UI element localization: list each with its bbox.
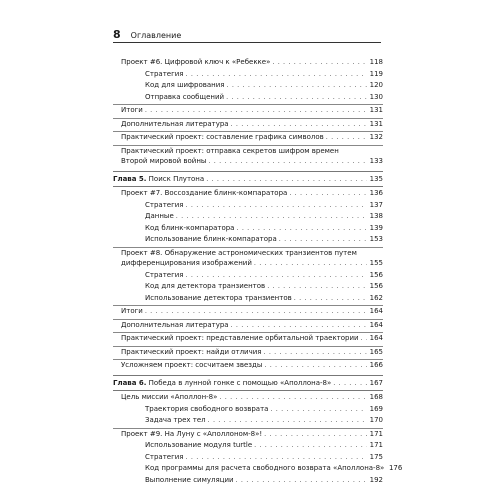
section-entry <box>113 346 383 358</box>
toc-line <box>113 57 383 68</box>
toc-line <box>113 69 383 80</box>
entry-title: Поиск Плутона <box>148 174 205 183</box>
toc-line <box>113 258 383 269</box>
toc-line <box>113 223 383 234</box>
entry-page: 118 <box>369 58 383 66</box>
entry-title-line: Проект #8. Обнаружение астрономических транзиентов путем <box>121 248 357 257</box>
entry-title: Отправка сообщений <box>145 92 225 101</box>
toc-line <box>113 281 383 292</box>
entry-title: Проект #9. На Луну с «Аполлоном-8»! <box>121 429 263 438</box>
leader-dots <box>270 404 367 415</box>
toc-line <box>113 270 383 281</box>
leader-dots <box>267 281 367 292</box>
entry-page: 169 <box>369 404 383 413</box>
entry-page: 192 <box>369 475 383 484</box>
entry-page: 119 <box>369 69 383 78</box>
subsection-entry <box>113 293 383 304</box>
leader-dots <box>254 258 367 269</box>
entry-title: Стратегия <box>145 270 184 279</box>
entry-page: 166 <box>369 361 383 369</box>
chapter-number: Глава 5. <box>113 174 147 183</box>
entry-title: Использование детектора транзиентов <box>145 293 292 302</box>
entry-title: Практический проект: найди отличия <box>121 347 262 356</box>
subsection-entry <box>113 415 383 426</box>
entry-title: Стратегия <box>145 200 184 209</box>
leader-dots <box>176 211 367 222</box>
entry-page: 120 <box>369 81 383 89</box>
chapter-entry <box>113 375 383 392</box>
section-entry <box>113 305 383 317</box>
leader-dots <box>236 475 367 486</box>
entry-page: 156 <box>369 282 383 290</box>
entry-title: Задача трех тел <box>145 416 206 424</box>
entry-page: 131 <box>369 119 383 128</box>
subsection-entry <box>113 281 383 292</box>
toc-line <box>113 440 383 451</box>
toc-line <box>113 360 383 371</box>
entry-title: Траектория свободного возврата <box>145 404 269 413</box>
toc-line <box>113 234 383 245</box>
section-entry <box>113 57 383 68</box>
subsection-entry <box>113 69 383 80</box>
leader-dots <box>226 92 367 103</box>
entry-page: 164 <box>369 334 383 342</box>
subsection-entry <box>113 452 383 463</box>
page-header <box>113 28 181 41</box>
section-entry <box>113 359 383 371</box>
subsection-entry <box>113 404 383 415</box>
subsection-entry <box>113 200 383 211</box>
entry-page: 167 <box>369 378 383 387</box>
toc-line <box>113 475 383 486</box>
chapter-entry <box>113 171 383 188</box>
subsection-entry <box>113 80 383 91</box>
entry-title: дифференцирования изображений <box>121 259 252 267</box>
subsection-entry <box>113 475 383 486</box>
entry-title: Выполнение симуляции <box>145 475 234 484</box>
leader-dots <box>145 306 367 317</box>
entry-title: Код блинк-компаратора <box>145 223 235 232</box>
entry-title: Код программы для расчета свободного возврата «Аполлона-8» <box>145 464 385 472</box>
entry-page: 155 <box>369 259 383 267</box>
subsection-entry <box>113 92 383 103</box>
leader-dots <box>186 452 367 463</box>
entry-title: Практический проект: составление графика символов <box>121 133 324 141</box>
entry-page: 171 <box>369 441 383 449</box>
toc-line <box>113 415 383 426</box>
section-entry <box>113 118 383 130</box>
section-entry <box>113 145 383 167</box>
toc-line <box>113 92 383 103</box>
leader-dots <box>361 333 367 344</box>
entry-page: 164 <box>369 307 383 315</box>
toc-line <box>113 156 383 167</box>
entry-page: 164 <box>369 320 383 329</box>
entry-page: 138 <box>369 212 383 220</box>
entry-page: 156 <box>369 270 383 279</box>
entry-page: 137 <box>369 200 383 209</box>
toc-line <box>113 80 383 91</box>
entry-title: Код для шифрования <box>145 81 225 89</box>
leader-dots <box>264 347 367 358</box>
section-entry <box>113 332 383 344</box>
leader-dots <box>326 132 367 143</box>
entry-title: Итоги <box>121 106 143 114</box>
leader-dots <box>264 429 367 440</box>
toc-line <box>113 211 383 222</box>
toc-line <box>113 132 383 143</box>
toc-line <box>113 119 383 130</box>
subsection-entry <box>113 211 383 222</box>
toc-line <box>113 306 383 317</box>
table-of-contents <box>113 57 403 485</box>
toc-line <box>113 378 383 389</box>
leader-dots <box>208 156 367 167</box>
leader-dots <box>227 80 368 91</box>
leader-dots <box>219 392 367 403</box>
chapter-number: Глава 6. <box>113 378 147 387</box>
toc-line <box>113 429 383 440</box>
subsection-entry <box>113 234 383 245</box>
entry-title: Проект #6. Цифровой ключ к «Ребекке» <box>121 58 271 66</box>
toc-line <box>113 188 383 199</box>
leader-dots <box>208 415 367 426</box>
entry-title: Практический проект: представление орбитальной траектории <box>121 334 359 342</box>
entry-title: Стратегия <box>145 452 184 461</box>
toc-line <box>113 333 383 344</box>
entry-title: Проект #7. Воссоздание блинк-компаратора <box>121 189 288 197</box>
leader-dots <box>186 270 367 281</box>
leader-dots <box>186 200 367 211</box>
section-entry <box>113 247 383 269</box>
subsection-entry <box>113 223 383 234</box>
subsection-entry <box>113 270 383 281</box>
entry-title: Цель миссии «Аполлон-8» <box>121 393 218 401</box>
entry-page: 135 <box>369 174 383 183</box>
leader-dots <box>289 188 367 199</box>
section-entry <box>113 104 383 116</box>
entry-page: 153 <box>369 235 383 243</box>
entry-title-line: Практический проект: отправка секретов шифром времен <box>121 146 339 155</box>
page-number: 8 <box>113 28 121 41</box>
toc-line <box>113 293 383 304</box>
subsection-entry <box>113 463 403 474</box>
entry-page: 171 <box>369 429 383 438</box>
leader-dots <box>272 57 367 68</box>
toc-line <box>113 463 403 474</box>
entry-page: 131 <box>369 106 383 114</box>
entry-title: Итоги <box>121 307 143 315</box>
leader-dots <box>294 293 367 304</box>
section-entry <box>113 428 383 440</box>
entry-page: 175 <box>369 452 383 461</box>
leader-dots <box>206 174 367 185</box>
entry-title: Усложняем проект: сосчитаем звезды <box>121 361 263 369</box>
leader-dots <box>231 119 367 130</box>
toc-line <box>113 404 383 415</box>
leader-dots <box>145 105 367 116</box>
entry-title: Использование модуля turtle <box>145 441 253 449</box>
toc-line <box>113 320 383 331</box>
entry-page: 168 <box>369 393 383 401</box>
entry-page: 136 <box>369 189 383 197</box>
entry-title: Стратегия <box>145 69 184 78</box>
subsection-entry <box>113 440 383 451</box>
leader-dots <box>236 223 367 234</box>
entry-title: Данные <box>145 212 174 220</box>
section-entry <box>113 319 383 331</box>
leader-dots <box>264 360 367 371</box>
leader-dots <box>231 320 367 331</box>
entry-page: 130 <box>369 92 383 101</box>
toc-line <box>113 392 383 403</box>
header-rule <box>113 42 381 43</box>
entry-page: 165 <box>369 347 383 356</box>
entry-title: Использование блинк-компаратора <box>145 235 277 243</box>
toc-line <box>113 174 383 185</box>
leader-dots <box>186 69 367 80</box>
entry-page: 162 <box>369 293 383 302</box>
entry-title: Дополнительная литература <box>121 119 229 128</box>
entry-title: Второй мировой войны <box>121 157 207 165</box>
entry-page: 170 <box>369 416 383 424</box>
section-entry <box>113 188 383 199</box>
leader-dots <box>333 378 367 389</box>
entry-page: 132 <box>369 133 383 141</box>
leader-dots <box>254 440 367 451</box>
toc-line <box>113 452 383 463</box>
section-entry <box>113 131 383 143</box>
toc-line <box>113 200 383 211</box>
running-title: Оглавление <box>130 31 182 40</box>
toc-line <box>113 347 383 358</box>
entry-title: Код для детектора транзиентов <box>145 282 266 290</box>
entry-title: Дополнительная литература <box>121 320 229 329</box>
entry-page: 176 <box>388 464 403 472</box>
entry-page: 133 <box>369 157 383 165</box>
leader-dots <box>279 234 367 245</box>
section-entry <box>113 392 383 403</box>
toc-line <box>113 105 383 116</box>
entry-page: 139 <box>369 223 383 232</box>
entry-title: Победа в лунной гонке с помощью «Аполлона-8» <box>148 378 332 387</box>
